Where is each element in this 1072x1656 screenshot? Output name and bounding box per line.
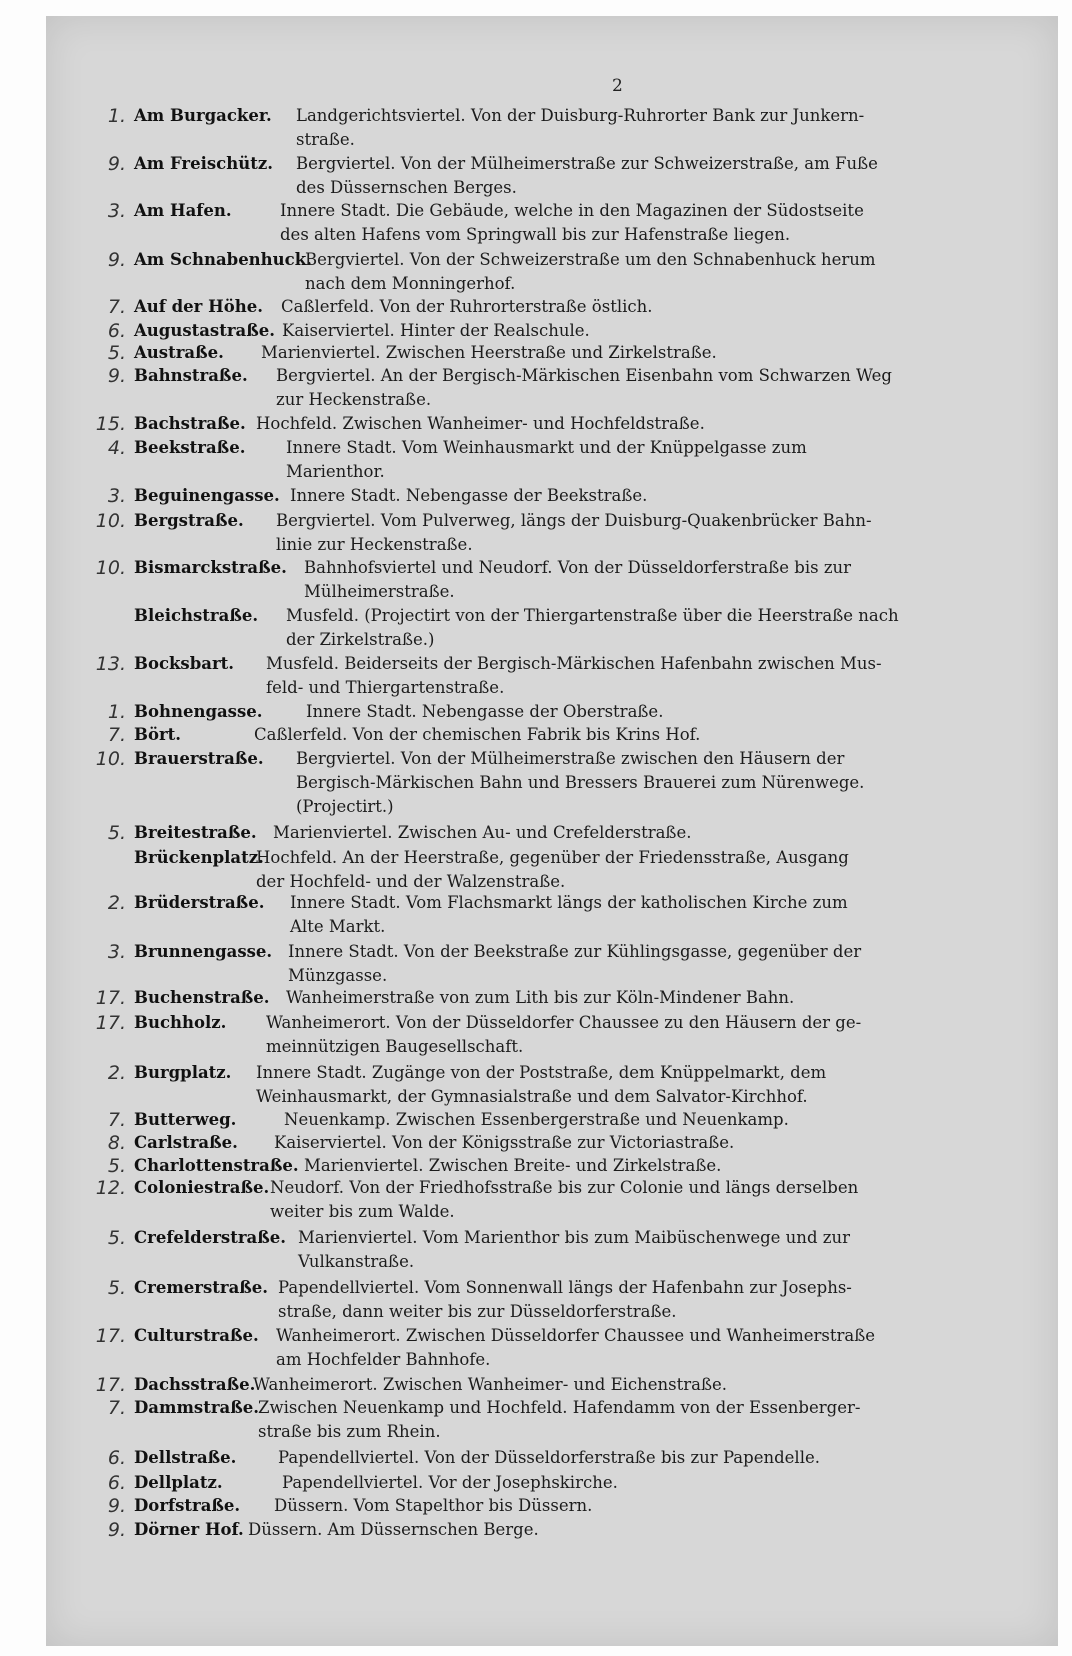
street-name: Bleichstraße. [134,606,259,625]
street-description: Caßlerfeld. Von der chemischen Fabrik bis Krins Hof. [254,725,701,744]
street-description: Musfeld. Beiderseits der Bergisch-Märkischen Hafenbahn zwischen Mus- [266,654,882,673]
street-description: Bergviertel. Von der Schweizerstraße um den Schnabenhuck herum [305,250,876,269]
street-description: Neudorf. Von der Friedhofsstraße bis zur Colonie und längs derselben [270,1178,859,1197]
street-name: Burgplatz. [134,1063,232,1082]
street-directory-list [46,16,1058,1646]
street-description-continued: Bergisch-Märkischen Bahn und Bressers Brauerei zum Nürenwege. [296,773,865,792]
street-description-continued: des alten Hafens vom Springwall bis zur Hafenstraße liegen. [280,225,791,244]
handwritten-district-number: 17. [95,1012,126,1034]
handwritten-district-number: 17. [95,1325,126,1347]
street-name: Bergstraße. [134,511,244,530]
handwritten-district-number: 5. [107,1277,126,1299]
street-description: Kaiserviertel. Von der Königsstraße zur Victoriastraße. [274,1133,735,1152]
street-description: Düssern. Vom Stapelthor bis Düssern. [274,1496,593,1515]
street-description: Bergviertel. Vom Pulverweg, längs der Duisburg-Quakenbrücker Bahn- [276,511,872,530]
street-description-continued: zur Heckenstraße. [276,390,432,409]
street-description-continued: am Hochfelder Bahnhofe. [276,1350,491,1369]
street-name: Beekstraße. [134,438,246,457]
handwritten-district-number: 2. [107,1062,126,1084]
handwritten-district-number: 9. [107,365,126,387]
handwritten-district-number: 13. [95,653,126,675]
street-name: Dorfstraße. [134,1496,241,1515]
street-description-continued: der Hochfeld- und der Walzenstraße. [256,872,566,891]
street-name: Bahnstraße. [134,366,248,385]
street-description: Hochfeld. Zwischen Wanheimer- und Hochfeldstraße. [256,414,705,433]
street-name: Brunnengasse. [134,942,273,961]
handwritten-district-number: 7. [107,296,126,318]
street-name: Cremerstraße. [134,1278,269,1297]
street-description-continued: (Projectirt.) [296,797,394,816]
street-description: Innere Stadt. Nebengasse der Oberstraße. [306,702,664,721]
handwritten-district-number: 4. [107,437,126,459]
street-description: Bergviertel. Von der Mülheimerstraße zur Schweizerstraße, am Fuße [296,154,878,173]
handwritten-district-number: 5. [107,1227,126,1249]
handwritten-district-number: 7. [107,1109,126,1131]
street-name: Bohnengasse. [134,702,263,721]
handwritten-district-number: 6. [107,1447,126,1469]
street-name: Bört. [134,725,182,744]
street-description: Innere Stadt. Nebengasse der Beekstraße. [290,486,648,505]
page-number: 2 [612,76,623,96]
handwritten-district-number: 10. [95,748,126,770]
street-name: Breitestraße. [134,823,257,842]
street-name: Bachstraße. [134,414,246,433]
street-name: Brauerstraße. [134,749,264,768]
street-description: Marienviertel. Vom Marienthor bis zum Maibüschenwege und zur [298,1228,850,1247]
street-description-continued: meinnützigen Baugesellschaft. [266,1037,524,1056]
street-name: Charlottenstraße. [134,1156,299,1175]
handwritten-district-number: 9. [107,153,126,175]
handwritten-district-number: 1. [107,701,126,723]
handwritten-district-number: 3. [107,941,126,963]
street-name: Butterweg. [134,1110,237,1129]
street-name: Bismarckstraße. [134,558,287,577]
document-page [46,16,1058,1646]
handwritten-district-number: 6. [107,1472,126,1494]
handwritten-district-number: 17. [95,987,126,1009]
street-name: Am Burgacker. [134,106,272,125]
handwritten-district-number: 5. [107,822,126,844]
street-description-continued: straße. [296,130,355,149]
street-name: Auf der Höhe. [134,297,263,316]
street-name: Carlstraße. [134,1133,238,1152]
street-description: Kaiserviertel. Hinter der Realschule. [282,321,590,340]
street-name: Am Freischütz. [134,154,273,173]
street-description: Musfeld. (Projectirt von der Thiergartenstraße über die Heerstraße nach [286,606,899,625]
street-name: Dörner Hof. [134,1520,244,1539]
street-description: Hochfeld. An der Heerstraße, gegenüber der Friedensstraße, Ausgang [256,848,849,867]
street-name: Augustastraße. [134,321,276,340]
street-description-continued: Alte Markt. [290,917,386,936]
handwritten-district-number: 3. [107,485,126,507]
street-name: Buchenstraße. [134,988,270,1007]
handwritten-district-number: 10. [95,557,126,579]
street-description: Marienviertel. Zwischen Au- und Crefelderstraße. [273,823,692,842]
handwritten-district-number: 15. [95,413,126,435]
street-name: Am Schnabenhuck. [134,250,312,269]
handwritten-district-number: 7. [107,1397,126,1419]
street-description-continued: straße bis zum Rhein. [258,1422,441,1441]
street-description-continued: Marienthor. [286,462,385,481]
street-name: Bocksbart. [134,654,235,673]
street-description-continued: der Zirkelstraße.) [286,630,435,649]
street-name: Beguinengasse. [134,486,280,505]
street-name: Crefelderstraße. [134,1228,286,1247]
handwritten-district-number: 3. [107,200,126,222]
handwritten-district-number: 1. [107,105,126,127]
street-description: Caßlerfeld. Von der Ruhrorterstraße östlich. [281,297,653,316]
street-description: Landgerichtsviertel. Von der Duisburg-Ruhrorter Bank zur Junkern- [296,106,865,125]
street-description: Wanheimerort. Zwischen Wanheimer- und Eichenstraße. [253,1375,728,1394]
street-description: Neuenkamp. Zwischen Essenbergerstraße und Neuenkamp. [284,1110,789,1129]
street-name: Dammstraße. [134,1398,259,1417]
handwritten-district-number: 10. [95,510,126,532]
street-name: Buchholz. [134,1013,227,1032]
street-description-continued: feld- und Thiergartenstraße. [266,678,505,697]
handwritten-district-number: 5. [107,342,126,364]
street-description-continued: des Düssernschen Berges. [296,178,517,197]
street-description: Innere Stadt. Zugänge von der Poststraße, dem Knüppelmarkt, dem [256,1063,827,1082]
street-description: Düssern. Am Düssernschen Berge. [248,1520,539,1539]
street-description-continued: nach dem Monningerhof. [305,274,516,293]
handwritten-district-number: 9. [107,1519,126,1541]
handwritten-district-number: 2. [107,892,126,914]
street-name: Austraße. [134,343,224,362]
handwritten-district-number: 7. [107,724,126,746]
street-description: Innere Stadt. Von der Beekstraße zur Kühlingsgasse, gegenüber der [288,942,862,961]
street-description: Innere Stadt. Vom Flachsmarkt längs der katholischen Kirche zum [290,893,848,912]
handwritten-district-number: 9. [107,249,126,271]
handwritten-district-number: 6. [107,320,126,342]
street-name: Dellstraße. [134,1448,237,1467]
street-name: Dellplatz. [134,1473,223,1492]
street-description: Zwischen Neuenkamp und Hochfeld. Hafendamm von der Essenberger- [258,1398,861,1417]
street-description: Papendellviertel. Von der Düsseldorferstraße bis zur Papendelle. [278,1448,820,1467]
handwritten-district-number: 8. [107,1132,126,1154]
street-description: Bergviertel. An der Bergisch-Märkischen Eisenbahn vom Schwarzen Weg [276,366,892,385]
street-description: Bergviertel. Von der Mülheimerstraße zwischen den Häusern der [296,749,845,768]
handwritten-district-number: 9. [107,1495,126,1517]
street-description-continued: weiter bis zum Walde. [270,1202,455,1221]
street-name: Dachsstraße. [134,1375,256,1394]
handwritten-district-number: 17. [95,1374,126,1396]
street-description: Papendellviertel. Vom Sonnenwall längs der Hafenbahn zur Josephs- [278,1278,852,1297]
street-description: Marienviertel. Zwischen Breite- und Zirkelstraße. [304,1156,722,1175]
street-description: Wanheimerort. Von der Düsseldorfer Chaussee zu den Häusern der ge- [266,1013,862,1032]
street-description-continued: Weinhausmarkt, der Gymnasialstraße und dem Salvator-Kirchhof. [256,1087,808,1106]
street-name: Coloniestraße. [134,1178,270,1197]
street-description: Papendellviertel. Vor der Josephskirche. [282,1473,618,1492]
street-description-continued: straße, dann weiter bis zur Düsseldorferstraße. [278,1302,677,1321]
street-description: Wanheimerort. Zwischen Düsseldorfer Chaussee und Wanheimerstraße [276,1326,876,1345]
street-name: Brüderstraße. [134,893,265,912]
street-description: Wanheimerstraße von zum Lith bis zur Köln-Mindener Bahn. [286,988,795,1007]
street-description: Innere Stadt. Die Gebäude, welche in den Magazinen der Südostseite [280,201,864,220]
street-description-continued: Mülheimerstraße. [304,582,455,601]
handwritten-district-number: 5. [107,1155,126,1177]
street-description: Innere Stadt. Vom Weinhausmarkt und der Knüppelgasse zum [286,438,807,457]
street-description: Marienviertel. Zwischen Heerstraße und Zirkelstraße. [261,343,717,362]
street-description-continued: Münzgasse. [288,966,388,985]
street-description-continued: linie zur Heckenstraße. [276,535,473,554]
street-name: Brückenplatz. [134,848,264,867]
street-description: Bahnhofsviertel und Neudorf. Von der Düsseldorferstraße bis zur [304,558,852,577]
street-name: Culturstraße. [134,1326,259,1345]
handwritten-district-number: 12. [95,1177,126,1199]
street-name: Am Hafen. [134,201,232,220]
street-description-continued: Vulkanstraße. [298,1252,415,1271]
